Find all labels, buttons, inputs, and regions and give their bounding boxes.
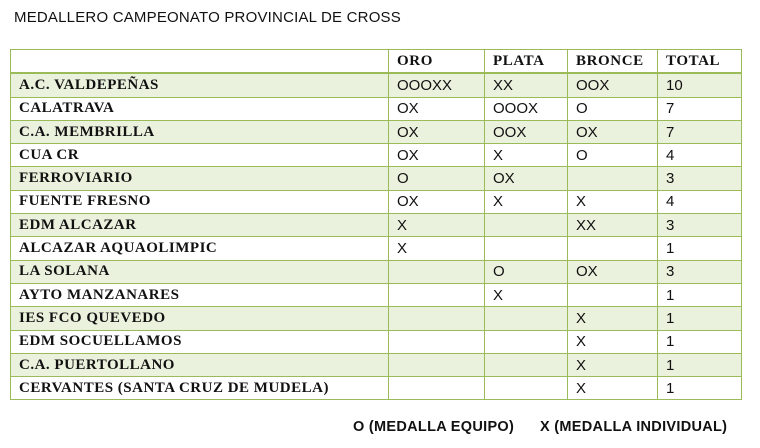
- cell-club: A.C. VALDEPEÑAS: [11, 73, 389, 97]
- cell-club: EDM SOCUELLAMOS: [11, 330, 389, 353]
- cell-bronce: OOX: [568, 73, 658, 97]
- cell-plata: XX: [485, 73, 568, 97]
- cell-club: C.A. PUERTOLLANO: [11, 353, 389, 376]
- cell-bronce: [568, 237, 658, 260]
- cell-plata: OX: [485, 167, 568, 190]
- cell-plata: [485, 330, 568, 353]
- cell-bronce: OX: [568, 120, 658, 143]
- cell-total: 7: [658, 120, 742, 143]
- cell-total: 4: [658, 190, 742, 213]
- cell-club: CALATRAVA: [11, 97, 389, 120]
- cell-club: ALCAZAR AQUAOLIMPIC: [11, 237, 389, 260]
- cell-oro: X: [389, 214, 485, 237]
- cell-total: 1: [658, 283, 742, 306]
- table-row: [11, 260, 742, 283]
- cell-plata: [485, 214, 568, 237]
- cell-plata: [485, 237, 568, 260]
- column-header-total: TOTAL: [658, 50, 742, 74]
- cell-bronce: X: [568, 330, 658, 353]
- cell-oro: [389, 377, 485, 400]
- cell-total: 3: [658, 167, 742, 190]
- cell-club: LA SOLANA: [11, 260, 389, 283]
- column-header-oro: ORO: [389, 50, 485, 74]
- cell-club: AYTO MANZANARES: [11, 283, 389, 306]
- cell-oro: OX: [389, 97, 485, 120]
- cell-total: 1: [658, 330, 742, 353]
- column-header-plata: PLATA: [485, 50, 568, 74]
- cell-bronce: [568, 167, 658, 190]
- column-header-club: [11, 50, 389, 74]
- legend-team-medal: O (MEDALLA EQUIPO): [353, 419, 515, 435]
- table-row: [11, 237, 742, 260]
- cell-plata: OOX: [485, 120, 568, 143]
- table-row: [11, 73, 742, 97]
- cell-oro: [389, 330, 485, 353]
- table-row: [11, 190, 742, 213]
- cell-plata: OOOX: [485, 97, 568, 120]
- cell-club: IES FCO QUEVEDO: [11, 307, 389, 330]
- cell-club: FERROVIARIO: [11, 167, 389, 190]
- table-row: [11, 120, 742, 143]
- table-row: [11, 144, 742, 167]
- cell-club: EDM ALCAZAR: [11, 214, 389, 237]
- table-row: [11, 214, 742, 237]
- cell-bronce: OX: [568, 260, 658, 283]
- page-title: MEDALLERO CAMPEONATO PROVINCIAL DE CROSS: [14, 9, 401, 26]
- cell-bronce: X: [568, 377, 658, 400]
- cell-club: CERVANTES (SANTA CRUZ DE MUDELA): [11, 377, 389, 400]
- cell-total: 3: [658, 260, 742, 283]
- cell-bronce: O: [568, 144, 658, 167]
- cell-oro: [389, 307, 485, 330]
- cell-oro: OX: [389, 144, 485, 167]
- table-row: [11, 307, 742, 330]
- cell-total: 1: [658, 353, 742, 376]
- table-row: [11, 97, 742, 120]
- cell-oro: [389, 260, 485, 283]
- table-body: [11, 73, 742, 400]
- table-row: [11, 330, 742, 353]
- cell-oro: O: [389, 167, 485, 190]
- column-header-bronce: BRONCE: [568, 50, 658, 74]
- table-row: [11, 167, 742, 190]
- cell-oro: X: [389, 237, 485, 260]
- cell-total: 7: [658, 97, 742, 120]
- cell-oro: [389, 283, 485, 306]
- legend-individual-medal: X (MEDALLA INDIVIDUAL): [540, 419, 728, 435]
- cell-total: 1: [658, 237, 742, 260]
- cell-plata: X: [485, 144, 568, 167]
- cell-total: 1: [658, 307, 742, 330]
- cell-total: 3: [658, 214, 742, 237]
- cell-plata: [485, 377, 568, 400]
- cell-oro: [389, 353, 485, 376]
- table-row: [11, 353, 742, 376]
- cell-plata: O: [485, 260, 568, 283]
- cell-club: FUENTE FRESNO: [11, 190, 389, 213]
- cell-club: CUA CR: [11, 144, 389, 167]
- cell-bronce: XX: [568, 214, 658, 237]
- cell-bronce: [568, 283, 658, 306]
- cell-oro: OX: [389, 190, 485, 213]
- cell-oro: OX: [389, 120, 485, 143]
- cell-plata: X: [485, 283, 568, 306]
- medal-table: [10, 49, 742, 400]
- cell-total: 4: [658, 144, 742, 167]
- cell-total: 1: [658, 377, 742, 400]
- cell-bronce: X: [568, 353, 658, 376]
- cell-bronce: X: [568, 190, 658, 213]
- cell-total: 10: [658, 73, 742, 97]
- cell-oro: OOOXX: [389, 73, 485, 97]
- cell-plata: X: [485, 190, 568, 213]
- cell-plata: [485, 307, 568, 330]
- table-header-row: [11, 50, 742, 74]
- cell-club: C.A. MEMBRILLA: [11, 120, 389, 143]
- table-row: [11, 283, 742, 306]
- table-row: [11, 377, 742, 400]
- cell-bronce: O: [568, 97, 658, 120]
- cell-bronce: X: [568, 307, 658, 330]
- cell-plata: [485, 353, 568, 376]
